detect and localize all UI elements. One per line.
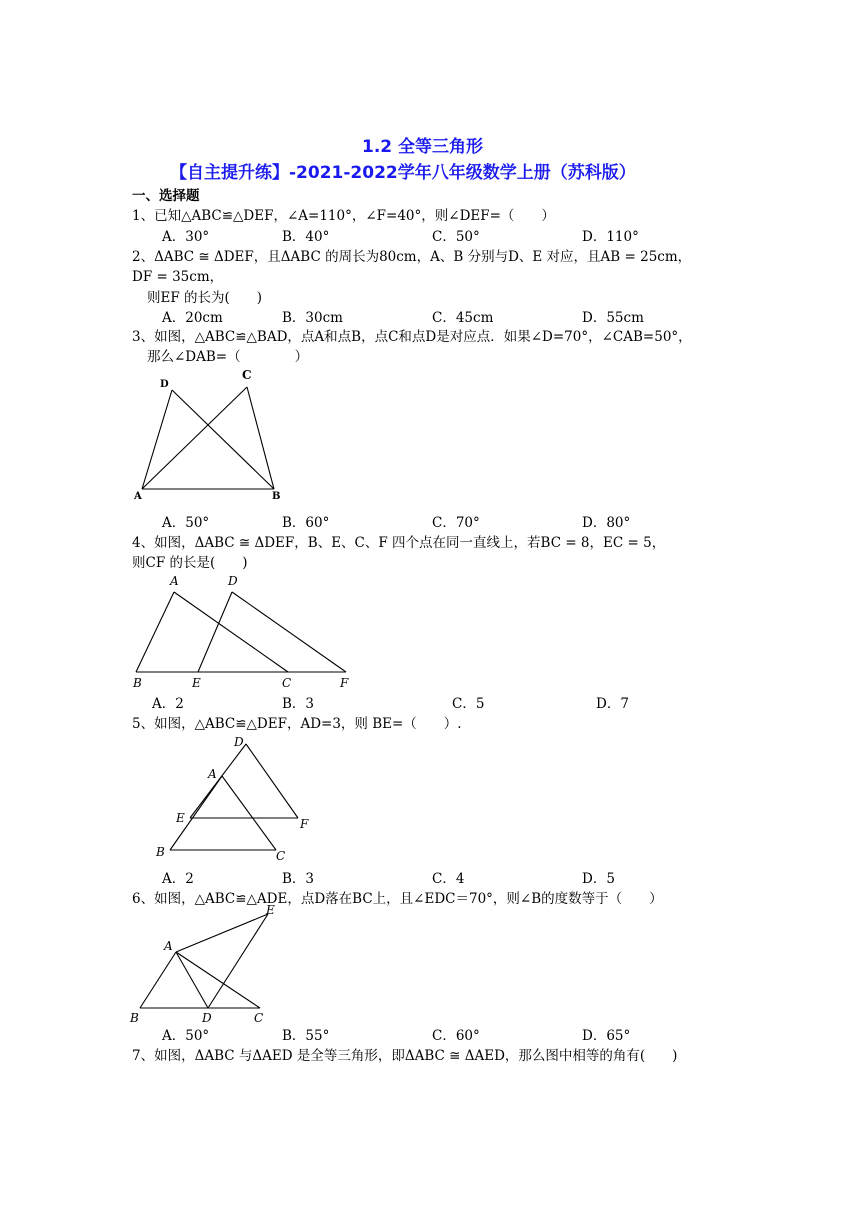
q5-segment-ac bbox=[222, 776, 276, 850]
q5-label-e: E bbox=[176, 811, 185, 825]
q2-option-c: C．45cm bbox=[432, 310, 494, 326]
q4-option-b: B．3 bbox=[282, 696, 315, 712]
q5-option-c: C．4 bbox=[432, 871, 465, 887]
q4-label-b: B bbox=[133, 676, 142, 690]
q6-label-c: C bbox=[254, 1011, 264, 1025]
question-5-text: 5、如图，△ABC≌△DEF，AD=3，则 BE=（ ）. bbox=[132, 716, 462, 732]
q1-option-c: C．50° bbox=[432, 229, 480, 245]
q3-option-a: A．50° bbox=[162, 515, 210, 531]
question-3-line-1: 3、如图，△ABC≌△BAD，点A和点B，点C和点D是对应点．如果∠D=70°，∠CAB=50°， bbox=[132, 329, 692, 345]
question-2-line-1: 2、ΔABC ≅ ΔDEF，且ΔABC 的周长为80cm，A、B 分别与D、E 对应，且AB = 25cm， bbox=[132, 249, 692, 265]
q2-option-a: A．20cm bbox=[162, 310, 223, 326]
q6-segment-ac bbox=[176, 952, 260, 1008]
question-1-text: 1、已知△ABC≌△DEF，∠A=110°，∠F=40°，则∠DEF=（ ） bbox=[132, 208, 555, 224]
title-line-2: 【自主提升练】-2021-2022学年八年级数学上册（苏科版） bbox=[170, 163, 636, 183]
q4-figure bbox=[130, 570, 360, 692]
q6-option-b: B．55° bbox=[282, 1028, 330, 1044]
q6-label-b: B bbox=[130, 1011, 139, 1025]
q6-label-d: D bbox=[202, 1011, 212, 1025]
question-4-line-1: 4、如图，ΔABC ≅ ΔDEF，B、E、C、F 四个点在同一直线上，若BC = 8，EC = 5， bbox=[132, 535, 666, 551]
question-6-text: 6、如图，△ABC≌△ADE，点D落在BC上，且∠EDC＝70°，则∠B的度数等于（ ） bbox=[132, 891, 663, 907]
q4-segment-ac bbox=[174, 592, 288, 672]
q5-option-a: A．2 bbox=[162, 871, 194, 887]
q3-figure bbox=[130, 365, 300, 505]
section-heading: 一、选择题 bbox=[132, 188, 200, 204]
q4-option-c: C．5 bbox=[452, 696, 485, 712]
q3-label-d: D bbox=[160, 379, 169, 390]
q5-label-d: D bbox=[234, 735, 244, 749]
question-2-line-2: DF = 35cm， bbox=[132, 269, 224, 285]
q3-segment-bd bbox=[172, 390, 274, 489]
q5-option-b: B．3 bbox=[282, 871, 315, 887]
q6-label-e: E bbox=[266, 903, 275, 917]
q3-label-c: C bbox=[242, 368, 252, 382]
q3-label-a: A bbox=[134, 491, 142, 502]
q6-option-d: D．65° bbox=[582, 1028, 631, 1044]
q3-segment-bc bbox=[247, 387, 274, 489]
q4-label-a: A bbox=[170, 574, 179, 588]
q4-label-d: D bbox=[228, 574, 238, 588]
q4-label-c: C bbox=[282, 676, 292, 690]
q3-option-d: D．80° bbox=[582, 515, 631, 531]
q2-option-b: B．30cm bbox=[282, 310, 343, 326]
question-2-line-3: 则EF 的长为( ) bbox=[147, 290, 263, 306]
q5-figure bbox=[150, 730, 325, 865]
q6-option-a: A．50° bbox=[162, 1028, 210, 1044]
q6-segment-ab bbox=[140, 952, 176, 1008]
q5-label-f: F bbox=[300, 817, 309, 831]
q1-option-d: D．110° bbox=[582, 229, 639, 245]
question-7-text: 7、如图，ΔABC 与ΔAED 是全等三角形，即ΔABC ≅ ΔAED，那么图中相等的角有( ) bbox=[132, 1048, 678, 1064]
q6-segment-ad bbox=[176, 952, 208, 1008]
q5-option-d: D．5 bbox=[582, 871, 615, 887]
title-line-1: 1.2 全等三角形 bbox=[362, 137, 484, 157]
q4-option-d: D．7 bbox=[596, 696, 629, 712]
q6-option-c: C．60° bbox=[432, 1028, 480, 1044]
q4-segment-ab bbox=[136, 592, 174, 672]
q1-option-b: B．40° bbox=[282, 229, 330, 245]
q4-label-f: F bbox=[340, 676, 349, 690]
q1-option-a: A．30° bbox=[162, 229, 210, 245]
q5-label-c: C bbox=[276, 849, 286, 863]
q5-segment-df bbox=[246, 744, 298, 818]
question-3-line-2: 那么∠DAB=（ ） bbox=[147, 349, 309, 365]
question-4-line-2: 则CF 的长是( ) bbox=[132, 555, 248, 571]
q4-segment-de bbox=[198, 592, 232, 672]
q4-label-e: E bbox=[192, 676, 201, 690]
q6-figure bbox=[128, 902, 288, 1026]
q5-label-a: A bbox=[208, 767, 217, 781]
q3-label-b: B bbox=[272, 491, 281, 502]
q5-label-b: B bbox=[156, 845, 165, 859]
q3-option-c: C．70° bbox=[432, 515, 480, 531]
q3-option-b: B．60° bbox=[282, 515, 330, 531]
q6-label-a: A bbox=[164, 939, 173, 953]
q2-option-d: D．55cm bbox=[582, 310, 644, 326]
q4-option-a: A．2 bbox=[152, 696, 184, 712]
q6-segment-ae bbox=[176, 914, 268, 952]
q4-segment-df bbox=[232, 592, 346, 672]
